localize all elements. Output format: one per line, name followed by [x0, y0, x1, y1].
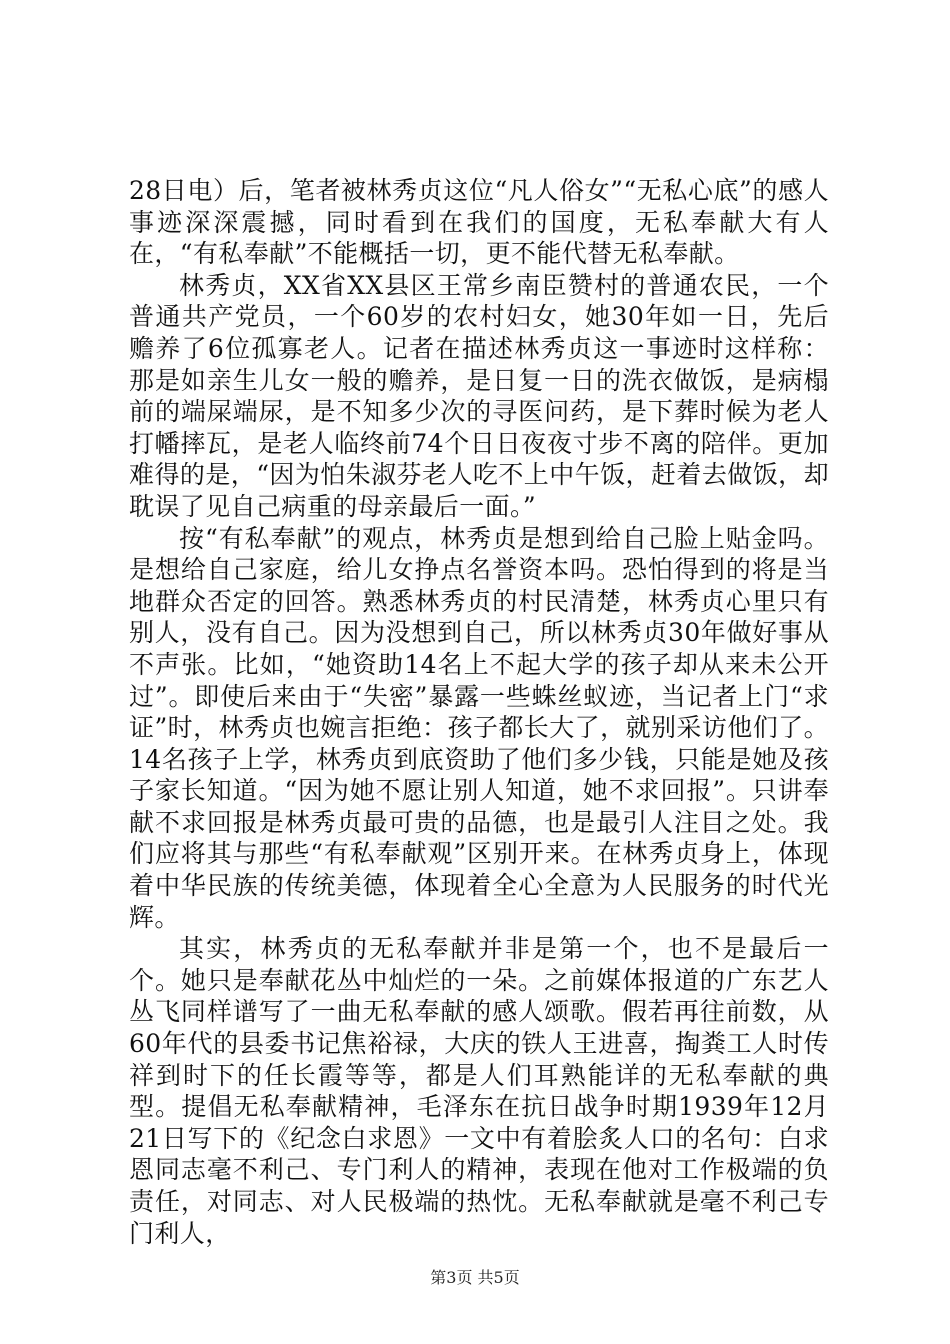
paragraph-selfless-argument: 按“有私奉献”的观点，林秀贞是想到给自己脸上贴金吗。是想给自己家庭，给儿女挣点名誉资本吗。恐怕得到的将是当地群众否定的回答。熟悉林秀贞的村民清楚，林秀贞心里只有别人，没有自己。因为没想到自己，所以林秀贞30年做好事从不声张。比如，“她资助14名上不起大学的孩子却从来未公开过”。即使后来由于“失密”暴露一些蛛丝蚁迹，当记者上门“求证”时，林秀贞也婉言拒绝：孩子都长大了，就别采访他们了。14名孩子上学，林秀贞到底资助了他们多少钱，只能是她及孩子家长知道。“因为她不愿让别人知道，她不求回报”。只讲奉献不求回报是林秀贞最可贵的品德，也是最引人注目之处。我们应将其与那些“有私奉献观”区别开来。在林秀贞身上，体现着中华民族的传统美德，体现着全心全意为人民服务的时代光辉。	[129, 523, 829, 932]
paragraph-lin-xiuzhen-intro: 林秀贞，XX省XX县区王常乡南臣赞村的普通农民，一个普通共产党员，一个60岁的农村妇女，她30年如一日，先后赡养了6位孤寡老人。记者在描述林秀贞这一事迹时这样称：那是如亲生儿女一般的赡养，是日复一日的洗衣做饭，是病榻前的端屎端尿，是不知多少次的寻医问药，是下葬时候为老人打幡摔瓦，是老人临终前74个日日夜夜寸步不离的陪伴。更加难得的是，“因为怕朱淑芬老人吃不上中午饭，赶着去做饭，却耽误了见自己病重的母亲最后一面。”	[129, 270, 829, 521]
paragraph-other-examples: 其实，林秀贞的无私奉献并非是第一个，也不是最后一个。她只是奉献花丛中灿烂的一朵。之前媒体报道的广东艺人丛飞同样谱写了一曲无私奉献的感人颂歌。假若再往前数，从60年代的县委书记焦裕禄，大庆的铁人王进喜，掏粪工人时传祥到时下的任长霞等等，都是人们耳熟能详的无私奉献的典型。提倡无私奉献精神，毛泽东在抗日战争时期1939年12月21日写下的《纪念白求恩》一文中有着脍炙人口的名句：白求恩同志毫不利己、专门利人的精神，表现在他对工作极端的负责任，对同志、对人民极端的热忱。无私奉献就是毫不利己专门利人，	[129, 934, 829, 1248]
page-number-indicator: 第3页 共5页	[430, 1268, 520, 1287]
paragraph-continuation: 28日电）后，笔者被林秀贞这位“凡人俗女”“无私心底”的感人事迹深深震撼，同时看到在我们的国度，无私奉献大有人在，“有私奉献”不能概括一切，更不能代替无私奉献。	[129, 176, 829, 269]
document-body	[129, 175, 829, 1249]
page-footer	[0, 1265, 950, 1288]
